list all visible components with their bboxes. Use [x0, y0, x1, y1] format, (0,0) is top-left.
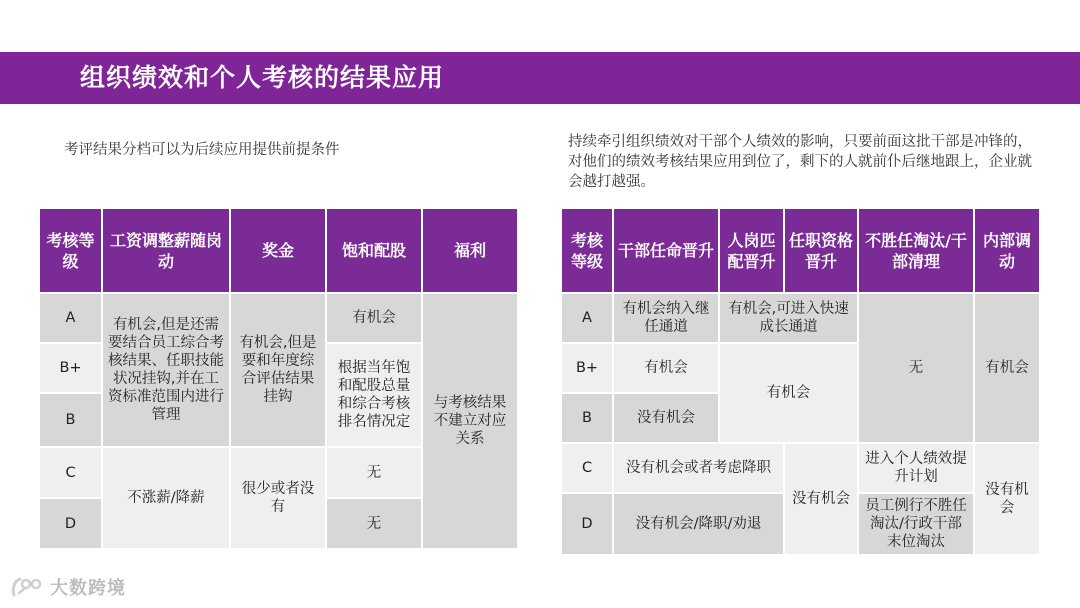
- title-banner: [0, 52, 1080, 104]
- table-row: [40, 294, 517, 342]
- header-cell: 不胜任淘汰/干部清理: [859, 209, 973, 292]
- logo-text: 大数跨境: [50, 578, 126, 599]
- welfare-cell: 与考核结果不建立对应关系: [423, 294, 517, 548]
- equity-cell: 无: [327, 448, 421, 497]
- grade-cell: B: [562, 394, 612, 442]
- table-header-row: [562, 209, 1039, 292]
- right-results-table: [560, 207, 1041, 556]
- qual-cell: 没有机会: [785, 444, 857, 554]
- grade-cell: B: [40, 394, 101, 446]
- bonus-cell: 很少或者没有: [231, 448, 325, 548]
- appoint-cell: 有机会纳入继任通道: [614, 294, 718, 342]
- header-cell: 福利: [423, 209, 517, 292]
- elim-cell: 无: [859, 294, 973, 442]
- salary-cell: 有机会,但是还需要结合员工综合考核结果、任职技能状况挂钩,并在工资标准范围内进行管理: [103, 294, 229, 446]
- grade-cell: C: [562, 444, 612, 492]
- grade-cell: B+: [562, 344, 612, 392]
- left-results-table: [38, 207, 519, 550]
- qual-cell: 有机会: [720, 344, 857, 442]
- header-cell: 人岗匹配晋升: [720, 209, 783, 292]
- grade-cell: A: [40, 294, 101, 342]
- table-header-row: [40, 209, 517, 292]
- header-cell: 干部任命晋升: [614, 209, 718, 292]
- table-row: [562, 294, 1039, 342]
- appoint-cell: 没有机会/降职/劝退: [614, 494, 783, 554]
- appoint-cell: 没有机会或者考虑降职: [614, 444, 783, 492]
- bonus-cell: 有机会,但是要和年度综合评估结果挂钩: [231, 294, 325, 446]
- transfer-cell: 没有机会: [975, 444, 1039, 554]
- qual-cell: 有机会,可进入快速成长通道: [720, 294, 857, 342]
- header-cell: 任职资格晋升: [785, 209, 857, 292]
- intro-right-text: 持续牵引组织绩效对干部个人绩效的影响，只要前面这批干部是冲锋的，对他们的绩效考核结果应用到位了，剩下的人就前仆后继地跟上，企业就会越打越强。: [568, 134, 1032, 190]
- equity-cell: 无: [327, 499, 421, 548]
- appoint-cell: 有机会: [614, 344, 718, 392]
- transfer-cell: 有机会: [975, 294, 1039, 442]
- header-cell: 饱和配股: [327, 209, 421, 292]
- equity-cell: 根据当年饱和配股总量和综合考核排名情况定: [327, 344, 421, 446]
- salary-cell: 不涨薪/降薪: [103, 448, 229, 548]
- header-cell: 内部调动: [975, 209, 1039, 292]
- table-row: [562, 444, 1039, 492]
- grade-cell: D: [562, 494, 612, 554]
- elim-cell: 进入个人绩效提升计划: [859, 444, 973, 492]
- brand-logo: [10, 572, 126, 602]
- grade-cell: D: [40, 499, 101, 548]
- header-cell: 考核等级: [562, 209, 612, 292]
- grade-cell: C: [40, 448, 101, 497]
- logo-icon: [10, 575, 44, 599]
- intro-left-text: 考评结果分档可以为后续应用提供前提条件: [64, 142, 340, 158]
- page-title: 组织绩效和个人考核的结果应用: [80, 63, 445, 92]
- elim-cell: 员工例行不胜任淘汰/行政干部末位淘汰: [859, 494, 973, 554]
- equity-cell: 有机会: [327, 294, 421, 342]
- grade-cell: A: [562, 294, 612, 342]
- grade-cell: B+: [40, 344, 101, 392]
- header-cell: 考核等级: [40, 209, 101, 292]
- header-cell: 工资调整薪随岗动: [103, 209, 229, 292]
- appoint-cell: 没有机会: [614, 394, 718, 442]
- header-cell: 奖金: [231, 209, 325, 292]
